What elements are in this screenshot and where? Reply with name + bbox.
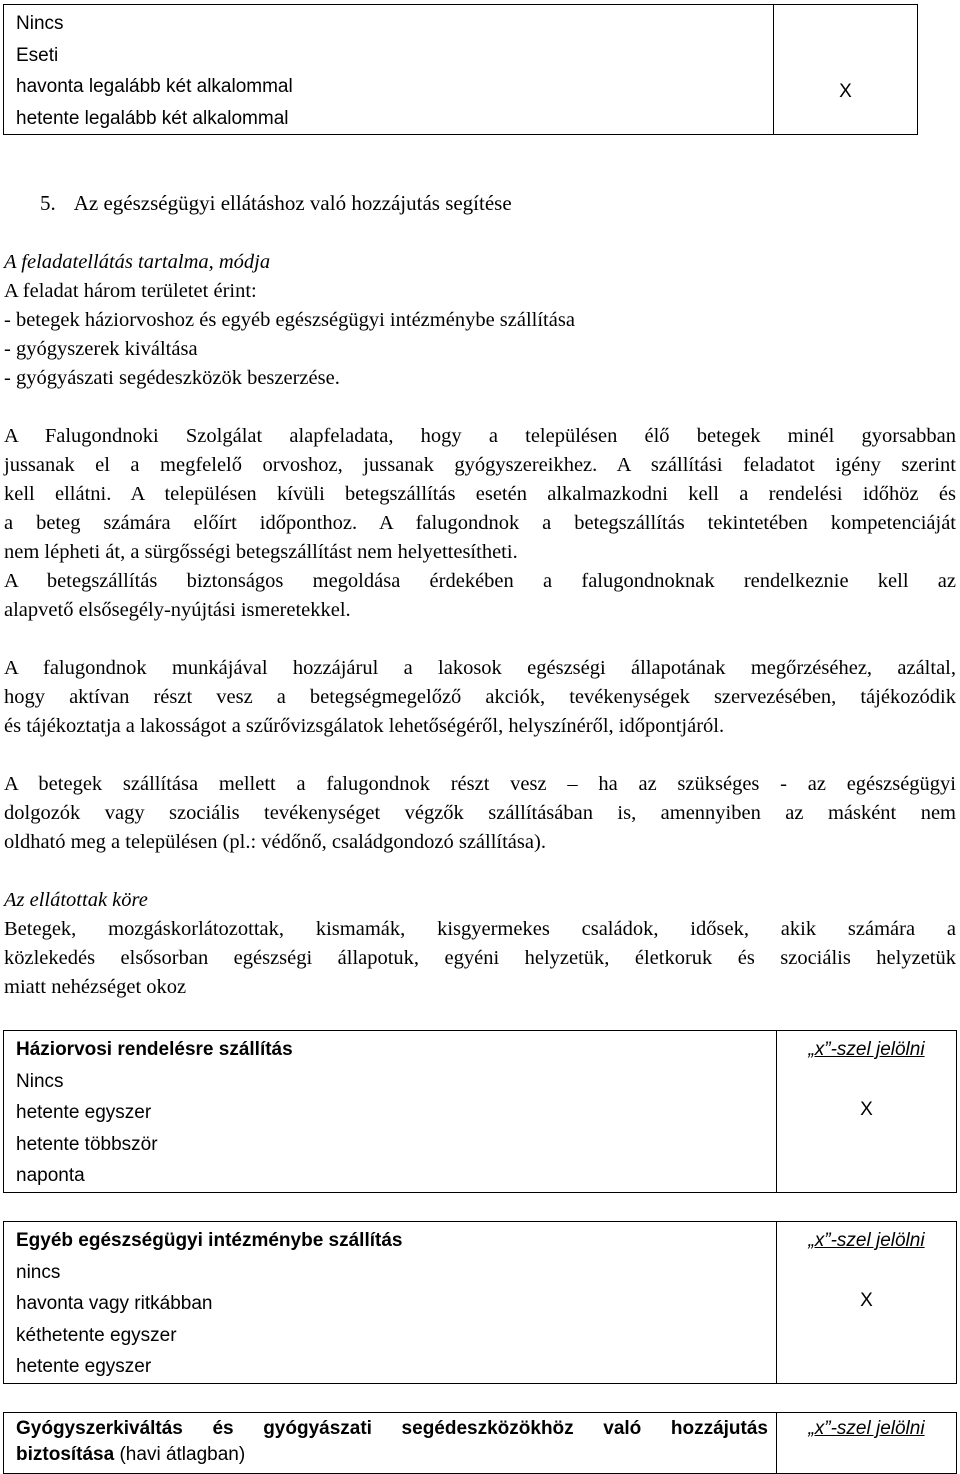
medicine-header-rest: (havi átlagban) (114, 1444, 246, 1465)
paragraph-line: a beteg számára előírt időponthoz. A falugondnok a betegszállítás tekintetében kompetenciáját (4, 512, 956, 534)
options-cell (4, 5, 774, 135)
paragraph-line: kell ellátni. A településen kívüli betegszállítás esetén alkalmazkodni kell a rendelési időhöz és (4, 483, 956, 505)
intro-line: - betegek háziorvoshoz és egyéb egészségügyi intézménybe szállítása (4, 309, 575, 331)
clients-line: közlekedés elsősorban egészségi állapotuk, egyéni helyzetük, életkoruk és szociális helyzetük (4, 947, 956, 969)
gp-selected-mark: X (860, 1099, 873, 1120)
paragraph-line: jussanak el a megfelelő orvoshoz, jussanak gyógyszereikhez. A szállítási feladatot igény szerint (4, 454, 956, 476)
other-selected-mark: X (860, 1290, 873, 1311)
other-option: hetente egyszer (16, 1356, 152, 1377)
option-hetente: hetente legalább két alkalommal (16, 107, 289, 129)
gp-options-cell (4, 1031, 777, 1193)
option-eseti: Eseti (16, 44, 59, 66)
clients-block (4, 886, 956, 1002)
paragraph-line: dolgozók vagy szociális tevékenységet végzők szállításában is, amennyiben az másként nem (4, 802, 956, 824)
other-option: kéthetente egyszer (16, 1324, 177, 1346)
other-mark-header: „x”-szel jelölni (808, 1230, 925, 1251)
clients-subheading: Az ellátottak köre (4, 889, 148, 911)
clients-line: Betegek, mozgáskorlátozottak, kismamák, kisgyermekes családok, idősek, akik számára a (4, 918, 956, 940)
paragraph-line: A falugondnok munkájával hozzájárul a lakosok egészségi állapotának megőrzéséhez, azáltal, (4, 657, 956, 679)
gp-option: Nincs (16, 1070, 64, 1092)
gp-mark-cell (777, 1031, 957, 1193)
medicine-header-cell (4, 1413, 777, 1474)
paragraph-3 (4, 770, 956, 857)
paragraph-1 (4, 422, 956, 625)
option-havonta: havonta legalább két alkalommal (16, 76, 293, 97)
medicine-header-line1 (16, 1416, 768, 1442)
gp-option: hetente többször (16, 1133, 158, 1155)
medicine-header-line2 (16, 1442, 768, 1468)
gp-table-header: Háziorvosi rendelésre szállítás (16, 1039, 293, 1060)
option-nincs: Nincs (16, 13, 64, 34)
paragraph-2 (4, 654, 956, 741)
intro-line: - gyógyászati segédeszközök beszerzése. (4, 367, 340, 389)
paragraph-line: nem lépheti át, a sürgősségi betegszállítást nem helyettesítheti. (4, 541, 518, 563)
other-option: havonta vagy ritkábban (16, 1293, 213, 1314)
other-options-cell (4, 1222, 777, 1384)
paragraph-line: és tájékoztatja a lakosságot a szűrővizsgálatok lehetőségéről, helyszínéről, időpontjáról. (4, 715, 725, 737)
intro-line: - gyógyszerek kiváltása (4, 338, 198, 360)
content-subheading: A feladatellátás tartalma, módja (4, 251, 271, 273)
other-table-header: Egyéb egészségügyi intézménybe szállítás (16, 1230, 403, 1251)
paragraph-line: hogy aktívan részt vesz a betegségmegelőző akciók, tevékenységek szervezésében, tájékozódik (4, 686, 956, 708)
intro-block (4, 248, 956, 393)
other-option: nincs (16, 1261, 61, 1283)
gp-option: hetente egyszer (16, 1102, 152, 1123)
medicine-mark-cell (777, 1413, 957, 1474)
section-heading (40, 191, 512, 216)
gp-transport-table (3, 1030, 957, 1193)
paragraph-line: oldható meg a településen (pl.: védőnő, családgondozó szállítása). (4, 831, 546, 853)
clients-line: miatt nehézséget okoz (4, 976, 187, 998)
medicine-header-text: Gyógyszerkiváltás és gyógyászati segédeszközökhöz való hozzájutás (16, 1418, 768, 1439)
section-title: Az egészségügyi ellátáshoz való hozzájutás segítése (73, 191, 512, 215)
frequency-table-top (3, 4, 918, 135)
mark-cell (774, 5, 918, 135)
intro-line: A feladat három területet érint: (4, 280, 257, 302)
paragraph-line: A betegszállítás biztonságos megoldása érdekében a falugondnoknak rendelkeznie kell az (4, 570, 956, 592)
gp-option: naponta (16, 1165, 85, 1186)
paragraph-line: alapvető elsősegély-nyújtási ismeretekkel. (4, 599, 351, 621)
medicine-header-bold: biztosítása (16, 1444, 115, 1465)
other-mark-cell (777, 1222, 957, 1384)
section-number: 5. (40, 191, 56, 215)
gp-mark-header: „x”-szel jelölni (808, 1039, 925, 1060)
medicine-mark-header: „x”-szel jelölni (808, 1418, 925, 1439)
paragraph-line: A betegek szállítása mellett a falugondnok részt vesz – ha az szükséges - az egészségügyi (4, 773, 956, 795)
paragraph-line: A Falugondnoki Szolgálat alapfeladata, hogy a településen élő betegek minél gyorsabban (4, 425, 956, 447)
medicine-table (3, 1412, 957, 1474)
other-institution-table (3, 1221, 957, 1384)
selected-mark: X (839, 81, 852, 102)
